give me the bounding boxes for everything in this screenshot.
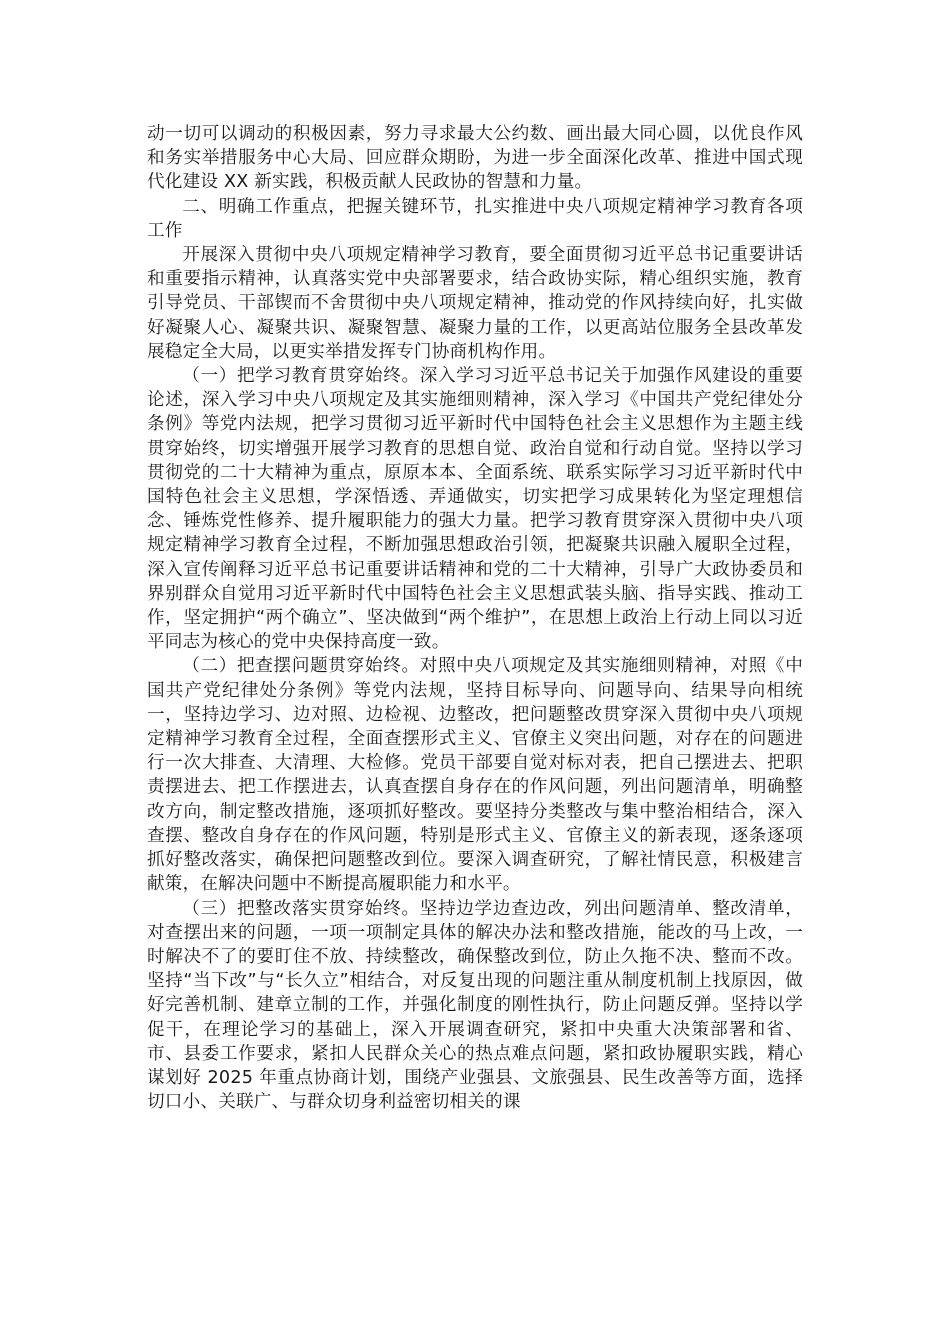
paragraph-continuation: 动一切可以调动的积极因素，努力寻求最大公约数、画出最大同心圆，以优良作风和务实举措服务中心大局、回应群众期盼，为进一步全面深化改革、推进中国式现代化建设 XX 新实践，积极贡献人民政协的智慧和力量。 [147, 124, 803, 193]
paragraph-item-1: （一）把学习教育贯穿始终。深入学习习近平总书记关于加强作风建设的重要论述，深入学习中央八项规定及其实施细则精神，深入学习《中国共产党纪律处分条例》等党内法规，把学习贯彻习近平新时代中国特色社会主义思想作为主题主线贯穿始终，切实增强开展学习教育的思想自觉、政治自觉和行动自觉。坚持以学习贯彻党的二十大精神为重点，原原本本、全面系统、联系实际学习习近平新时代中国特色社会主义思想，学深悟透、弄通做实，切实把学习成果转化为坚定理想信念、锤炼党性修养、提升履职能力的强大力量。把学习教育贯穿深入贯彻中央八项规定精神学习教育全过程，不断加强思想政治引领，把凝聚共识融入履职全过程，深入宣传阐释习近平总书记重要讲话精神和党的二十大精神，引导广大政协委员和界别群众自觉用习近平新时代中国特色社会主义思想武装头脑、指导实践、推动工作，坚定拥护“两个确立”、坚决做到“两个维护”，在思想上政治上行动上同以习近平同志为核心的党中央保持高度一致。 [147, 366, 803, 653]
paragraph-item-3: （三）把整改落实贯穿始终。坚持边学边查边改，列出问题清单、整改清单，对查摆出来的问题，一项一项制定具体的解决办法和整改措施，能改的马上改，一时解决不了的要盯住不放、持续整改，确保整改到位，防止久拖不决、整而不改。坚持“当下改”与“长久立”相结合，对反复出现的问题注重从制度机制上找原因，做好完善机制、建章立制的工作，并强化制度的刚性执行，防止问题反弹。坚持以学促干，在理论学习的基础上，深入开展调查研究，紧扣中央重大决策部署和省、市、县委工作要求，紧扣人民群众关心的热点难点问题，紧扣政协履职实践，精心谋划好 2025 年重点协商计划，围绕产业强县、文旅强县、民生改善等方面，选择切口小、关联广、与群众切身利益密切相关的课 [147, 898, 803, 1113]
paragraph-intro: 开展深入贯彻中央八项规定精神学习教育，要全面贯彻习近平总书记重要讲话和重要指示精神，认真落实党中央部署要求，结合政协实际，精心组织实施，教育引导党员、干部锲而不舍贯彻中央八项规定精神，推动党的作风持续向好，扎实做好凝聚人心、凝聚共识、凝聚智慧、凝聚力量的工作，以更高站位服务全县改革发展稳定全大局，以更实举措发挥专门协商机构作用。 [147, 245, 803, 362]
document-page [147, 122, 803, 1114]
paragraph-item-2: （二）把查摆问题贯穿始终。对照中央八项规定及其实施细则精神，对照《中国共产党纪律处分条例》等党内法规，坚持目标导向、问题导向、结果导向相统一，坚持边学习、边对照、边检视、边整改，把问题整改贯穿深入贯彻中央八项规定精神学习教育全过程，全面查摆形式主义、官僚主义突出问题，对存在的问题进行一次大排查、大清理、大检修。党员干部要自觉对标对表，把自己摆进去、把职责摆进去、把工作摆进去，认真查摆自身存在的作风问题，列出问题清单，明确整改方向，制定整改措施，逐项抓好整改。要坚持分类整改与集中整治相结合，深入查摆、整改自身存在的作风问题，特别是形式主义、官僚主义的新表现，逐条逐项抓好整改落实，确保把问题整改到位。要深入调查研究，了解社情民意，积极建言献策，在解决问题中不断提高履职能力和水平。 [147, 656, 803, 895]
section-heading: 二、明确工作重点，把握关键环节，扎实推进中央八项规定精神学习教育各项工作 [147, 196, 803, 241]
